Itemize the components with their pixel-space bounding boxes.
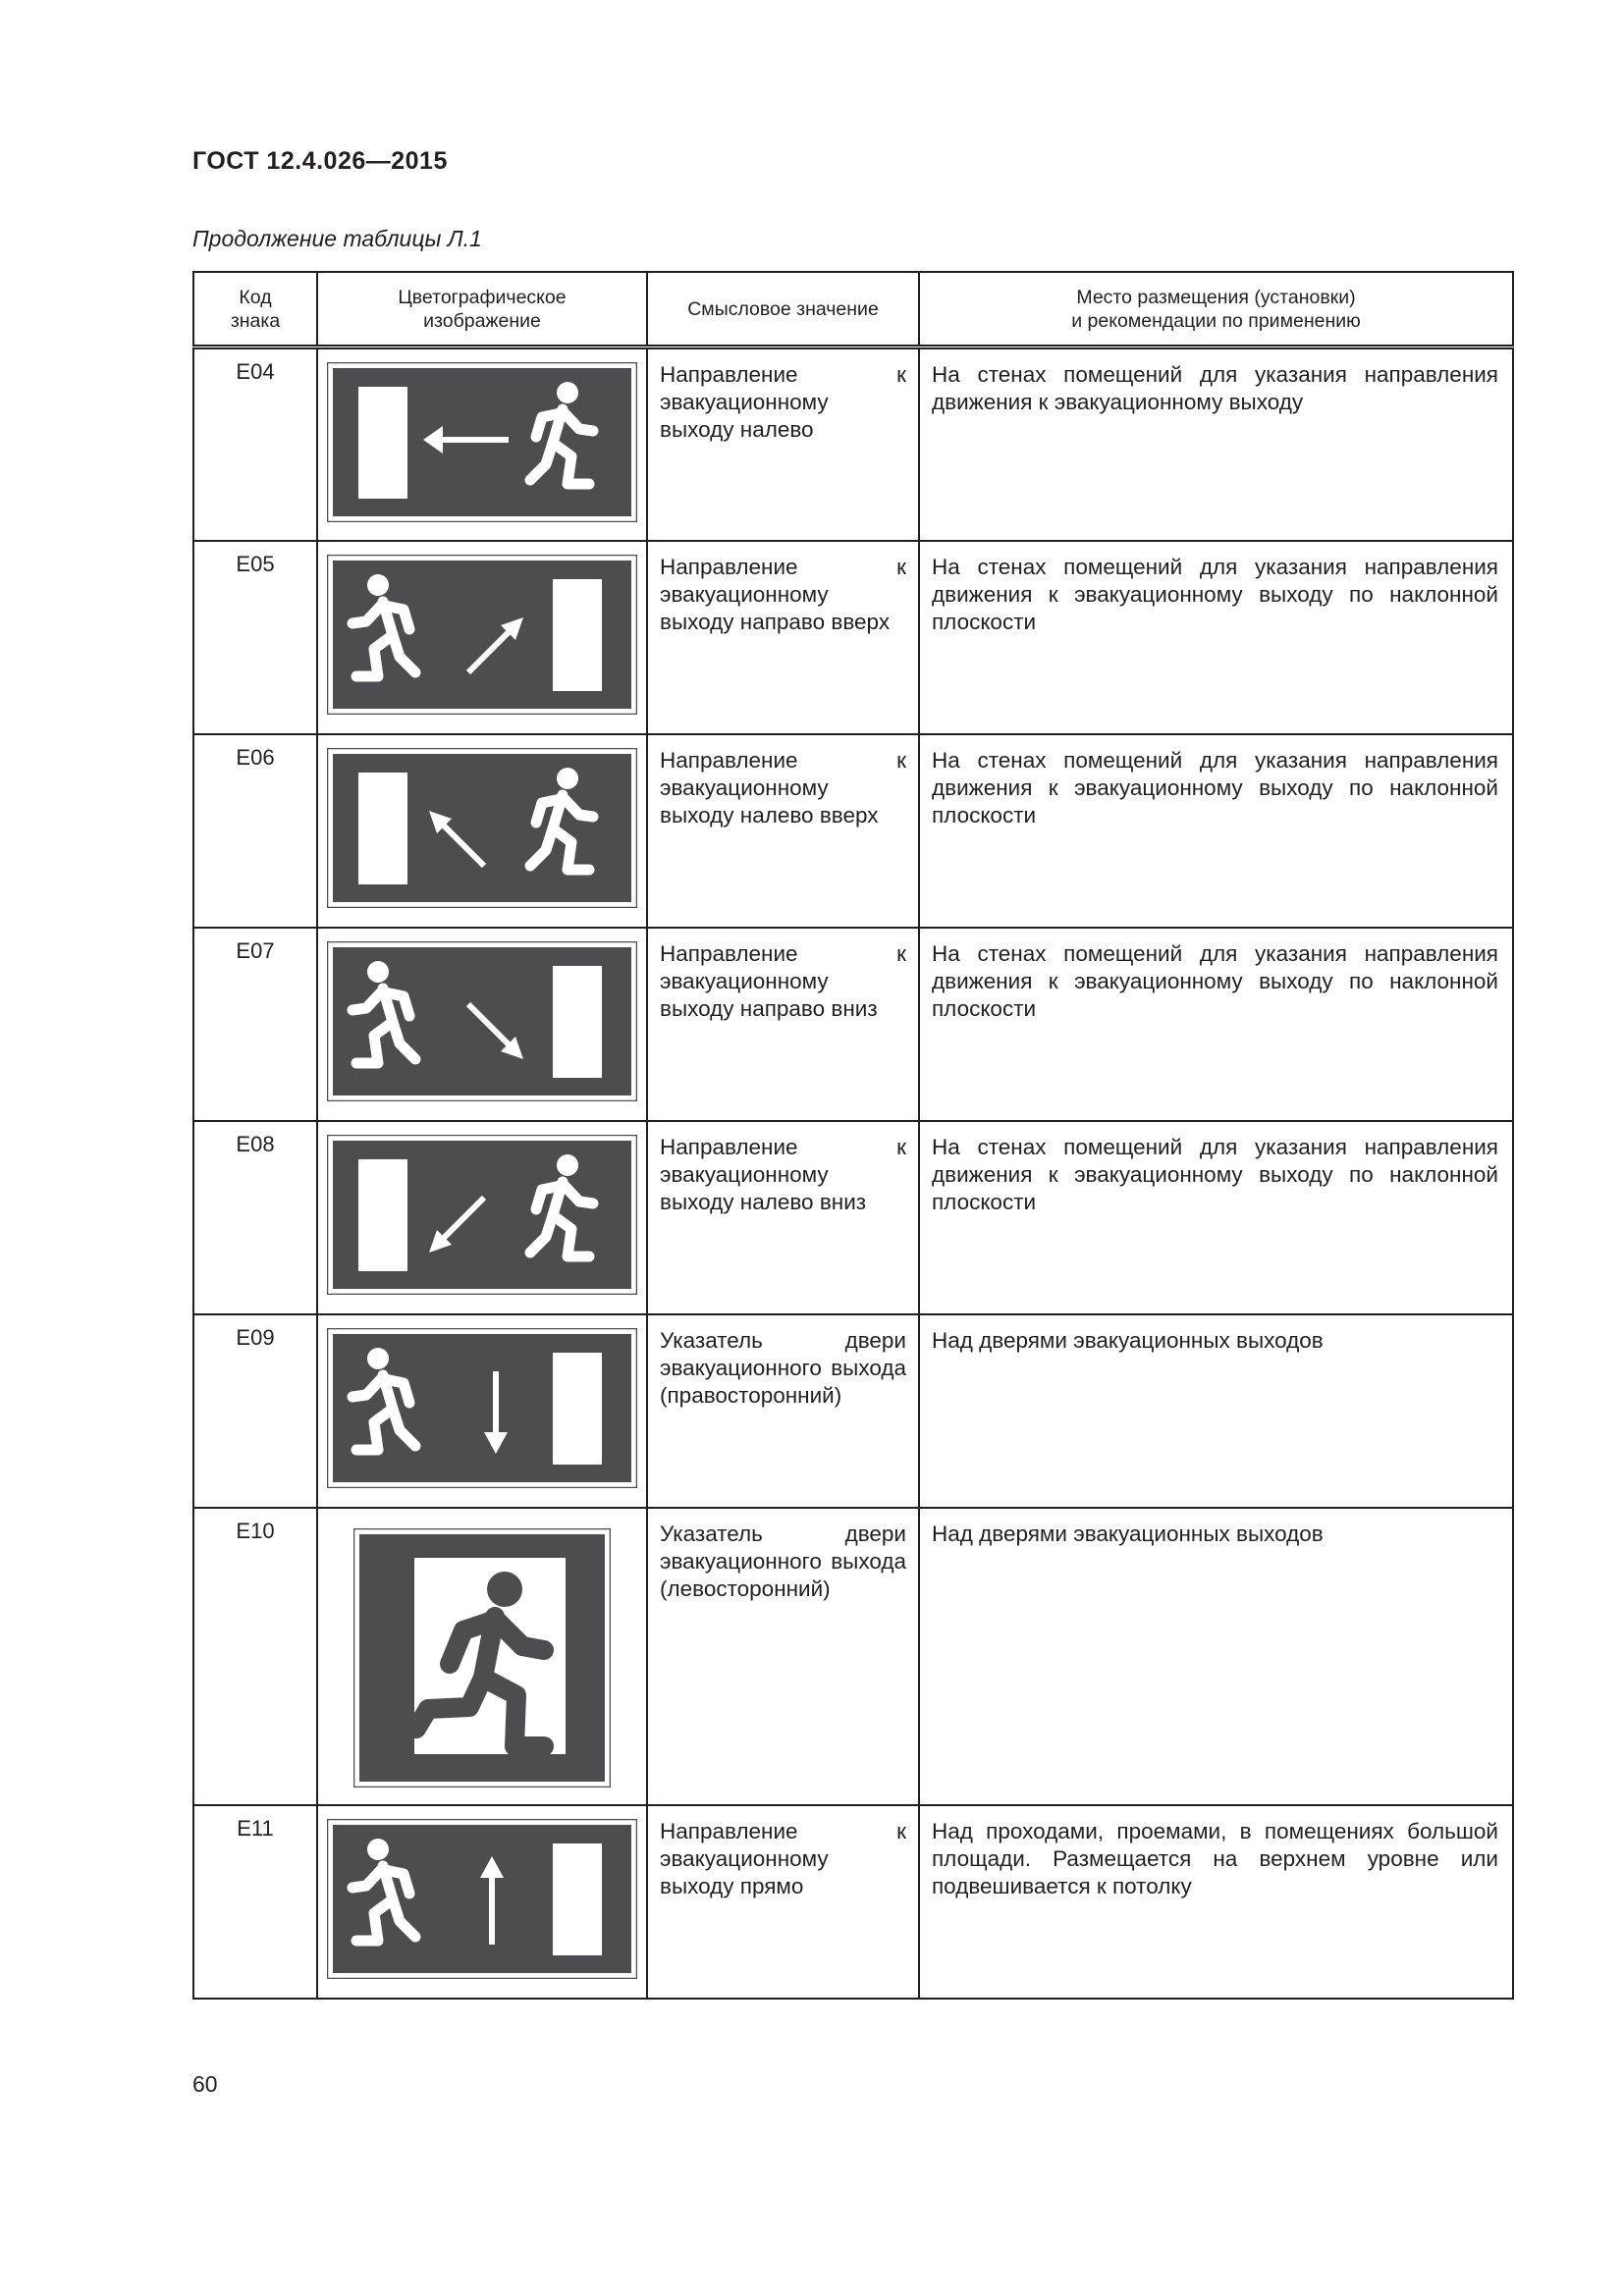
header-meaning: Смысловое значение [647,272,919,347]
sign-image-cell [317,541,647,734]
header-image: Цветографическое изображение [317,272,647,347]
sign-meaning: Направление к эвакуационному выходу налево вверх [647,734,919,928]
exit-left-sign-icon [327,362,637,522]
signs-table [192,271,1514,2000]
sign-image-cell [317,1508,647,1805]
table-row [193,1314,1513,1508]
table-row [193,928,1513,1121]
exit-door-left-sign-icon [353,1528,611,1788]
sign-placement: Над дверями эвакуационных выходов [919,1508,1513,1805]
sign-placement: На стенах помещений для указания направления движения к эвакуационному выходу по наклонной плоскости [919,734,1513,928]
table-row [193,1508,1513,1805]
exit-right-up-sign-icon [327,555,637,715]
table-row [193,1805,1513,1999]
document-header: ГОСТ 12.4.026—2015 [192,147,448,175]
sign-meaning: Направление к эвакуационному выходу направо вверх [647,541,919,734]
sign-meaning: Направление к эвакуационному выходу налево вниз [647,1121,919,1314]
sign-meaning: Направление к эвакуационному выходу направо вниз [647,928,919,1121]
sign-meaning: Направление к эвакуационному выходу прямо [647,1805,919,1999]
sign-image-cell [317,928,647,1121]
table-row [193,347,1513,541]
sign-code: E05 [193,541,317,734]
sign-placement: На стенах помещений для указания направления движения к эвакуационному выходу по наклонной плоскости [919,1121,1513,1314]
table-row [193,734,1513,928]
sign-code: E10 [193,1508,317,1805]
table-header-row [193,272,1513,347]
page-number: 60 [192,2071,218,2097]
exit-left-up-sign-icon [327,748,637,908]
sign-code: E11 [193,1805,317,1999]
exit-straight-sign-icon [327,1819,637,1979]
sign-image-cell [317,734,647,928]
header-place: Место размещения (установки) и рекомендации по применению [919,272,1513,347]
sign-image-cell [317,1805,647,1999]
sign-placement: На стенах помещений для указания направления движения к эвакуационному выходу по наклонной плоскости [919,928,1513,1121]
sign-image-cell [317,1314,647,1508]
exit-door-right-sign-icon [327,1328,637,1488]
sign-placement: Над дверями эвакуационных выходов [919,1314,1513,1508]
exit-right-down-sign-icon [327,941,637,1101]
sign-code: E08 [193,1121,317,1314]
exit-left-down-sign-icon [327,1135,637,1295]
table-row [193,541,1513,734]
sign-code: E09 [193,1314,317,1508]
sign-meaning: Направление к эвакуационному выходу налево [647,347,919,541]
sign-image-cell [317,1121,647,1314]
sign-meaning: Указатель двери эвакуационного выхода (левосторонний) [647,1508,919,1805]
sign-placement: На стенах помещений для указания направления движения к эвакуационному выходу [919,347,1513,541]
sign-image-cell [317,347,647,541]
sign-placement: Над проходами, проемами, в помещениях большой площади. Размещается на верхнем уровне или подвешивается к потолку [919,1805,1513,1999]
header-code: Код знака [193,272,317,347]
sign-placement: На стенах помещений для указания направления движения к эвакуационному выходу по наклонной плоскости [919,541,1513,734]
sign-code: E06 [193,734,317,928]
sign-code: E04 [193,347,317,541]
table-caption: Продолжение таблицы Л.1 [192,226,482,251]
sign-code: E07 [193,928,317,1121]
sign-meaning: Указатель двери эвакуационного выхода (правосторонний) [647,1314,919,1508]
table-row [193,1121,1513,1314]
